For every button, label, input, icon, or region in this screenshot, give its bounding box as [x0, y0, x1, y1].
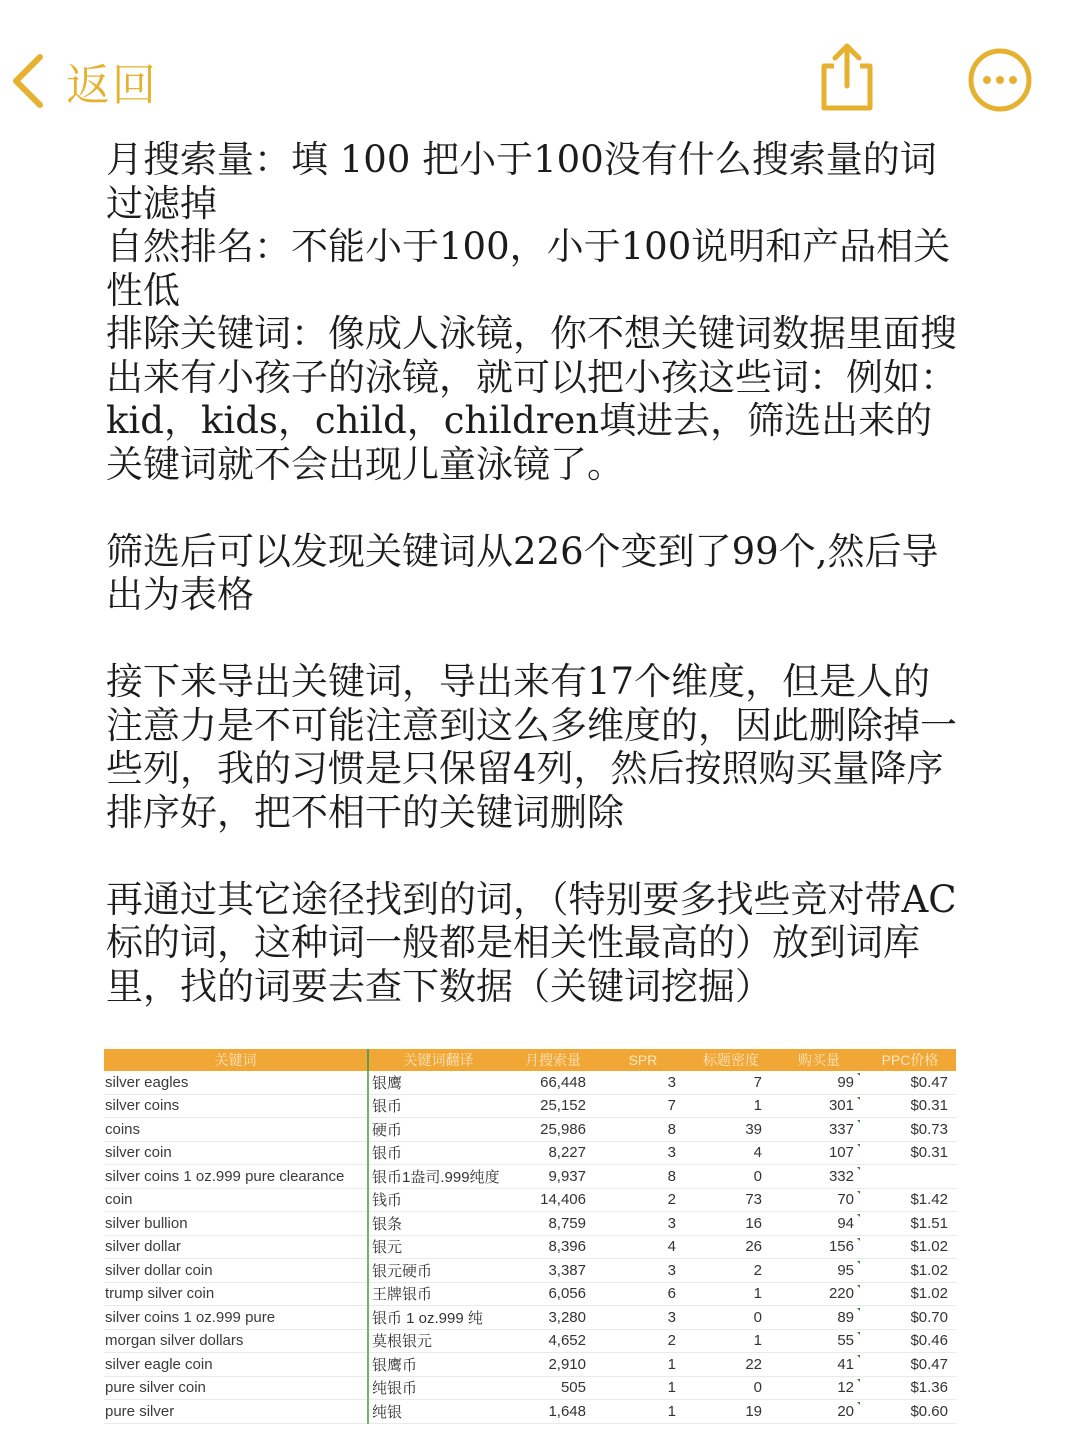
note-paragraph: 再通过其它途径找到的词，（特别要多找些竞对带AC标的词，这种词一般都是相关性最高的）放到词库里，找的词要去查下数据（关键词挖掘）: [106, 877, 957, 1008]
table-cell: 银币 1 oz.999 纯: [368, 1306, 508, 1330]
note-paragraph: 筛选后可以发现关键词从226个变到了99个,然后导出为表格: [106, 529, 939, 616]
table-cell: $1.36: [864, 1376, 956, 1400]
table-cell: 银币: [368, 1094, 508, 1118]
table-cell: 6: [598, 1282, 688, 1306]
table-cell: 钱币: [368, 1188, 508, 1212]
table-cell: 银元硬币: [368, 1259, 508, 1283]
table-cell: 4: [598, 1235, 688, 1259]
table-row: [104, 1376, 956, 1400]
more-icon: [966, 46, 1034, 114]
table-row: [104, 1188, 956, 1212]
table-cell: 19: [688, 1400, 774, 1424]
table-row: [104, 1212, 956, 1236]
keyword-spreadsheet-image: [104, 1049, 956, 1421]
table-cell: $0.47: [864, 1071, 956, 1094]
table-cell: 94: [774, 1212, 864, 1236]
table-row: [104, 1353, 956, 1377]
table-cell: 7: [598, 1094, 688, 1118]
table-cell: 3,387: [508, 1259, 598, 1283]
table-cell: 8,227: [508, 1141, 598, 1165]
table-row: [104, 1400, 956, 1424]
table-cell: 0: [688, 1165, 774, 1189]
table-cell: trump silver coin: [104, 1282, 368, 1306]
table-cell: 0: [688, 1306, 774, 1330]
table-cell: 银元: [368, 1235, 508, 1259]
table-row: [104, 1094, 956, 1118]
col-header-purchases: 购买量: [774, 1049, 864, 1071]
table-cell: [864, 1165, 956, 1189]
table-cell: pure silver: [104, 1400, 368, 1424]
table-cell: coins: [104, 1118, 368, 1142]
table-cell: 2: [598, 1188, 688, 1212]
table-cell: $1.02: [864, 1259, 956, 1283]
table-cell: 1: [688, 1094, 774, 1118]
table-cell: silver dollar: [104, 1235, 368, 1259]
table-cell: $0.46: [864, 1329, 956, 1353]
table-cell: 14,406: [508, 1188, 598, 1212]
keyword-table: [104, 1049, 956, 1424]
table-cell: 41: [774, 1353, 864, 1377]
back-label: 返回: [66, 60, 158, 111]
table-cell: 0: [688, 1376, 774, 1400]
table-cell: 莫根银元: [368, 1329, 508, 1353]
note-paragraph: 自然排名：不能小于100，小于100说明和产品相关性低: [106, 225, 951, 312]
table-cell: 8,396: [508, 1235, 598, 1259]
table-cell: 16: [688, 1212, 774, 1236]
chevron-left-icon: [10, 51, 46, 111]
table-cell: 2,910: [508, 1353, 598, 1377]
more-button[interactable]: [966, 46, 1034, 114]
table-cell: 4,652: [508, 1329, 598, 1353]
table-cell: $1.02: [864, 1235, 956, 1259]
table-cell: 1: [688, 1329, 774, 1353]
table-cell: silver bullion: [104, 1212, 368, 1236]
table-cell: 7: [688, 1071, 774, 1094]
table-cell: $1.42: [864, 1188, 956, 1212]
table-cell: $0.70: [864, 1306, 956, 1330]
table-cell: 156: [774, 1235, 864, 1259]
table-cell: 1,648: [508, 1400, 598, 1424]
table-cell: 8,759: [508, 1212, 598, 1236]
table-cell: 银鹰币: [368, 1353, 508, 1377]
col-header-ppc: PPC价格: [864, 1049, 956, 1071]
table-cell: 55: [774, 1329, 864, 1353]
table-cell: silver eagles: [104, 1071, 368, 1094]
table-cell: silver coins 1 oz.999 pure clearance: [104, 1165, 368, 1189]
table-cell: 3: [598, 1306, 688, 1330]
share-icon: [814, 40, 880, 114]
back-button[interactable]: [10, 46, 158, 116]
table-cell: 301: [774, 1094, 864, 1118]
table-cell: 89: [774, 1306, 864, 1330]
table-cell: pure silver coin: [104, 1376, 368, 1400]
col-header-title-density: 标题密度: [688, 1049, 774, 1071]
table-cell: 硬币: [368, 1118, 508, 1142]
table-cell: 9,937: [508, 1165, 598, 1189]
col-header-monthly-search: 月搜索量: [508, 1049, 598, 1071]
top-bar: [0, 0, 1080, 140]
table-cell: 纯银币: [368, 1376, 508, 1400]
table-cell: coin: [104, 1188, 368, 1212]
table-cell: 220: [774, 1282, 864, 1306]
table-cell: 1: [598, 1353, 688, 1377]
table-cell: 王牌银币: [368, 1282, 508, 1306]
table-cell: 70: [774, 1188, 864, 1212]
table-cell: 1: [688, 1282, 774, 1306]
table-cell: 纯银: [368, 1400, 508, 1424]
note-paragraph: 月搜索量：填 100 把小于100没有什么搜索量的词过滤掉: [106, 138, 937, 225]
table-cell: 1: [598, 1400, 688, 1424]
table-cell: 3: [598, 1259, 688, 1283]
table-cell: morgan silver dollars: [104, 1329, 368, 1353]
table-cell: 95: [774, 1259, 864, 1283]
table-cell: 4: [688, 1141, 774, 1165]
table-cell: 银条: [368, 1212, 508, 1236]
table-cell: 20: [774, 1400, 864, 1424]
table-cell: silver coins: [104, 1094, 368, 1118]
table-row: [104, 1071, 956, 1094]
col-header-translation: 关键词翻译: [368, 1049, 508, 1071]
share-button[interactable]: [814, 40, 880, 114]
table-cell: $0.60: [864, 1400, 956, 1424]
note-paragraph: 接下来导出关键词，导出来有17个维度，但是人的注意力是不可能注意到这么多维度的，因此删除掉一些列，我的习惯是只保留4列，然后按照购买量降序排序好，把不相干的关键词删除: [106, 660, 957, 834]
table-cell: $0.31: [864, 1094, 956, 1118]
table-cell: silver eagle coin: [104, 1353, 368, 1377]
table-cell: 39: [688, 1118, 774, 1142]
table-cell: $0.73: [864, 1118, 956, 1142]
table-cell: 99: [774, 1071, 864, 1094]
table-cell: 25,152: [508, 1094, 598, 1118]
table-cell: 332: [774, 1165, 864, 1189]
table-cell: 8: [598, 1118, 688, 1142]
table-cell: 8: [598, 1165, 688, 1189]
col-header-keyword: 关键词: [104, 1049, 368, 1071]
table-cell: 73: [688, 1188, 774, 1212]
table-cell: 337: [774, 1118, 864, 1142]
table-row: [104, 1141, 956, 1165]
table-cell: 25,986: [508, 1118, 598, 1142]
table-row: [104, 1235, 956, 1259]
table-row: [104, 1306, 956, 1330]
table-cell: silver coin: [104, 1141, 368, 1165]
table-cell: $1.51: [864, 1212, 956, 1236]
table-cell: 12: [774, 1376, 864, 1400]
table-cell: 2: [598, 1329, 688, 1353]
table-cell: 1: [598, 1376, 688, 1400]
table-cell: 107: [774, 1141, 864, 1165]
table-cell: $1.02: [864, 1282, 956, 1306]
table-cell: silver dollar coin: [104, 1259, 368, 1283]
note-body: [106, 138, 966, 1008]
table-cell: 3: [598, 1071, 688, 1094]
table-cell: 3,280: [508, 1306, 598, 1330]
table-row: [104, 1165, 956, 1189]
col-header-spr: SPR: [598, 1049, 688, 1071]
table-cell: 505: [508, 1376, 598, 1400]
note-paragraph: 排除关键词：像成人泳镜，你不想关键词数据里面搜出来有小孩子的泳镜，就可以把小孩这些词：例如：kid，kids，child，children填进去，筛选出来的关键词就不会出现儿童泳镜了。: [106, 312, 957, 486]
table-cell: 22: [688, 1353, 774, 1377]
table-cell: 银鹰: [368, 1071, 508, 1094]
table-cell: 3: [598, 1212, 688, 1236]
table-row: [104, 1329, 956, 1353]
table-cell: $0.31: [864, 1141, 956, 1165]
table-header-row: [104, 1049, 956, 1071]
table-row: [104, 1259, 956, 1283]
table-cell: 6,056: [508, 1282, 598, 1306]
table-row: [104, 1118, 956, 1142]
table-cell: 66,448: [508, 1071, 598, 1094]
table-row: [104, 1282, 956, 1306]
table-cell: $0.47: [864, 1353, 956, 1377]
table-cell: 2: [688, 1259, 774, 1283]
table-cell: silver coins 1 oz.999 pure: [104, 1306, 368, 1330]
table-cell: 银币: [368, 1141, 508, 1165]
table-cell: 3: [598, 1141, 688, 1165]
table-cell: 银币1盎司.999纯度: [368, 1165, 508, 1189]
table-cell: 26: [688, 1235, 774, 1259]
